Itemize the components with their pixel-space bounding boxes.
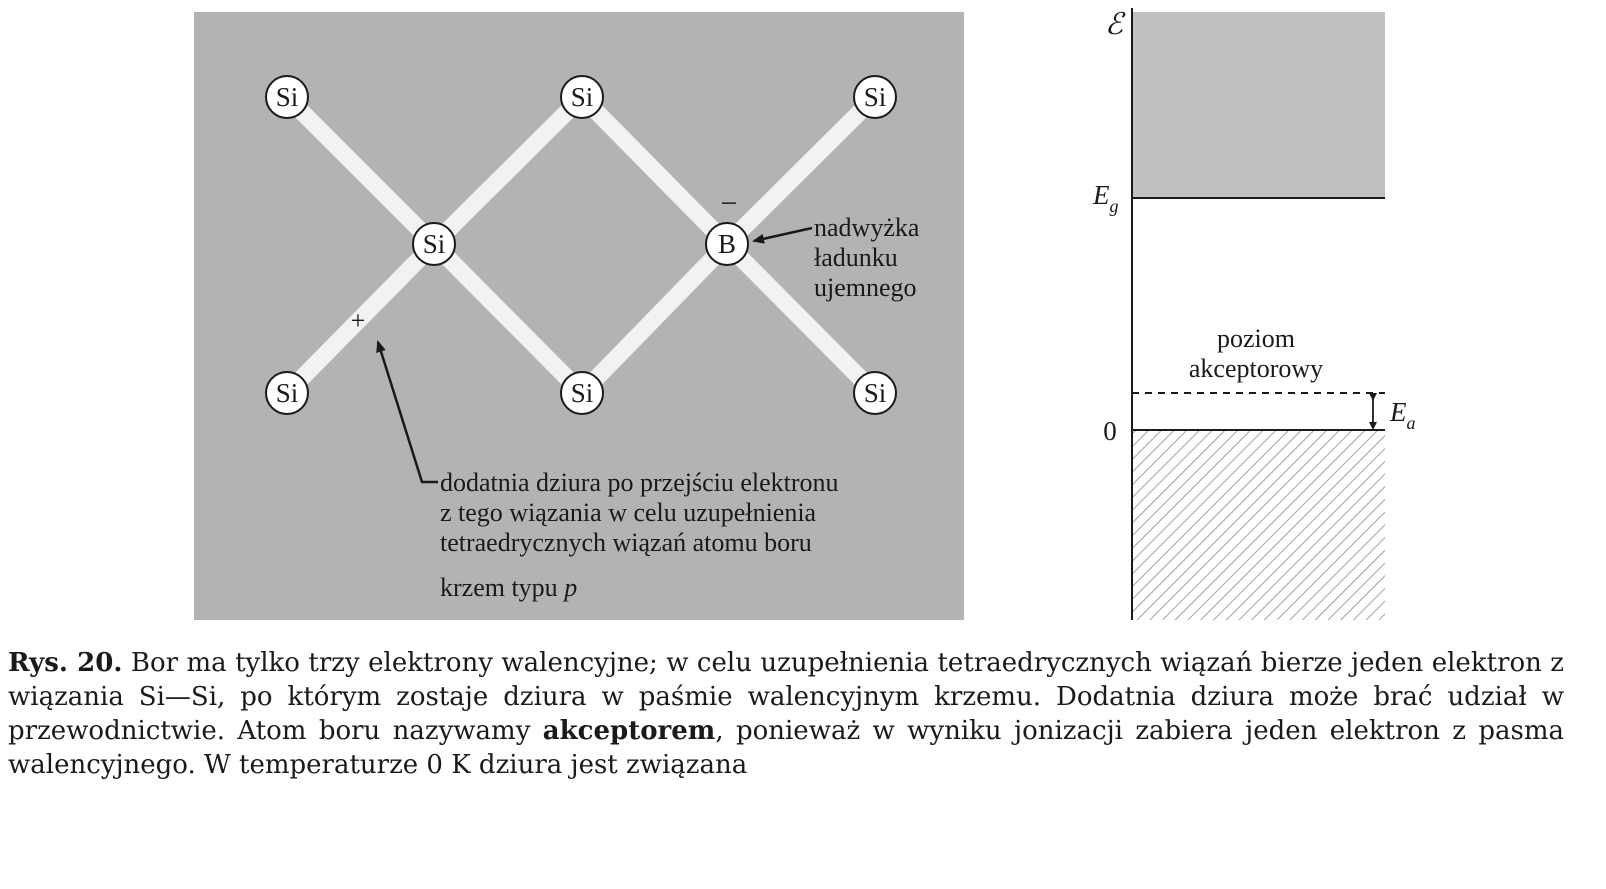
svg-text:tetraedrycznych wiązań atomu b: tetraedrycznych wiązań atomu boru <box>440 528 812 557</box>
atom-si <box>561 76 603 118</box>
atom-si <box>854 76 896 118</box>
atom-si <box>413 223 455 265</box>
svg-text:akceptorowy: akceptorowy <box>1188 354 1324 383</box>
atom-label: Si <box>863 378 887 408</box>
atom-label: Si <box>422 229 446 259</box>
atom-si <box>266 372 308 414</box>
type-label: krzem typu p <box>440 573 578 602</box>
band-diagram <box>1092 8 1416 620</box>
plus-sign: + <box>350 306 366 335</box>
atom-label: Si <box>275 378 299 408</box>
caption-bold-term: akceptorem <box>542 716 716 746</box>
energy-axis-label: ℰ <box>1104 8 1124 41</box>
zero-label: 0 <box>1103 416 1117 446</box>
caption-label: Rys. 20. <box>8 648 123 678</box>
lattice-panel <box>194 12 964 620</box>
svg-text:dodatnia dziura po przejściu e: dodatnia dziura po przejściu elektronu <box>440 468 839 497</box>
valence-band-hatch <box>1132 430 1385 620</box>
svg-text:poziom: poziom <box>1217 324 1295 353</box>
atom-si <box>266 76 308 118</box>
hole-label <box>440 468 839 557</box>
atom-si <box>561 372 603 414</box>
figure-caption <box>8 646 1564 782</box>
conduction-band <box>1132 12 1385 198</box>
minus-sign: − <box>720 187 738 220</box>
atom-label: B <box>717 229 737 259</box>
atom-label: Si <box>570 378 594 408</box>
gap-energy-label: $E_g$ <box>1093 180 1119 216</box>
atom-boron <box>706 223 748 265</box>
atom-label: Si <box>863 82 887 112</box>
acceptor-level-label <box>1189 324 1323 383</box>
atom-si <box>854 372 896 414</box>
svg-text:z tego wiązania w celu uzupełn: z tego wiązania w celu uzupełnienia <box>440 498 817 527</box>
svg-text:ujemnego: ujemnego <box>814 273 917 302</box>
atom-label: Si <box>275 82 299 112</box>
caption-text: , ponieważ w wyniku jonizacji zabiera jeden elektron z pasma walencyjnego. W temperaturze 0 K dziura jest związana <box>8 716 1564 780</box>
svg-text:nadwyżka: nadwyżka <box>814 213 920 242</box>
svg-text:ładunku: ładunku <box>814 243 898 272</box>
atom-label: Si <box>570 82 594 112</box>
ea-label: $E_a$ <box>1390 397 1416 433</box>
caption-text: Bor ma tylko trzy elektrony walencyjne; w celu uzupełnienia tetraedrycznych wiązań bierze jeden elektron z wiązania Si—Si, po którym zostaje dziura w paśmie walencyjnym krzemu. Dodatnia dziura może brać udział w przewodnictwie. Atom boru nazywamy <box>8 648 1564 746</box>
